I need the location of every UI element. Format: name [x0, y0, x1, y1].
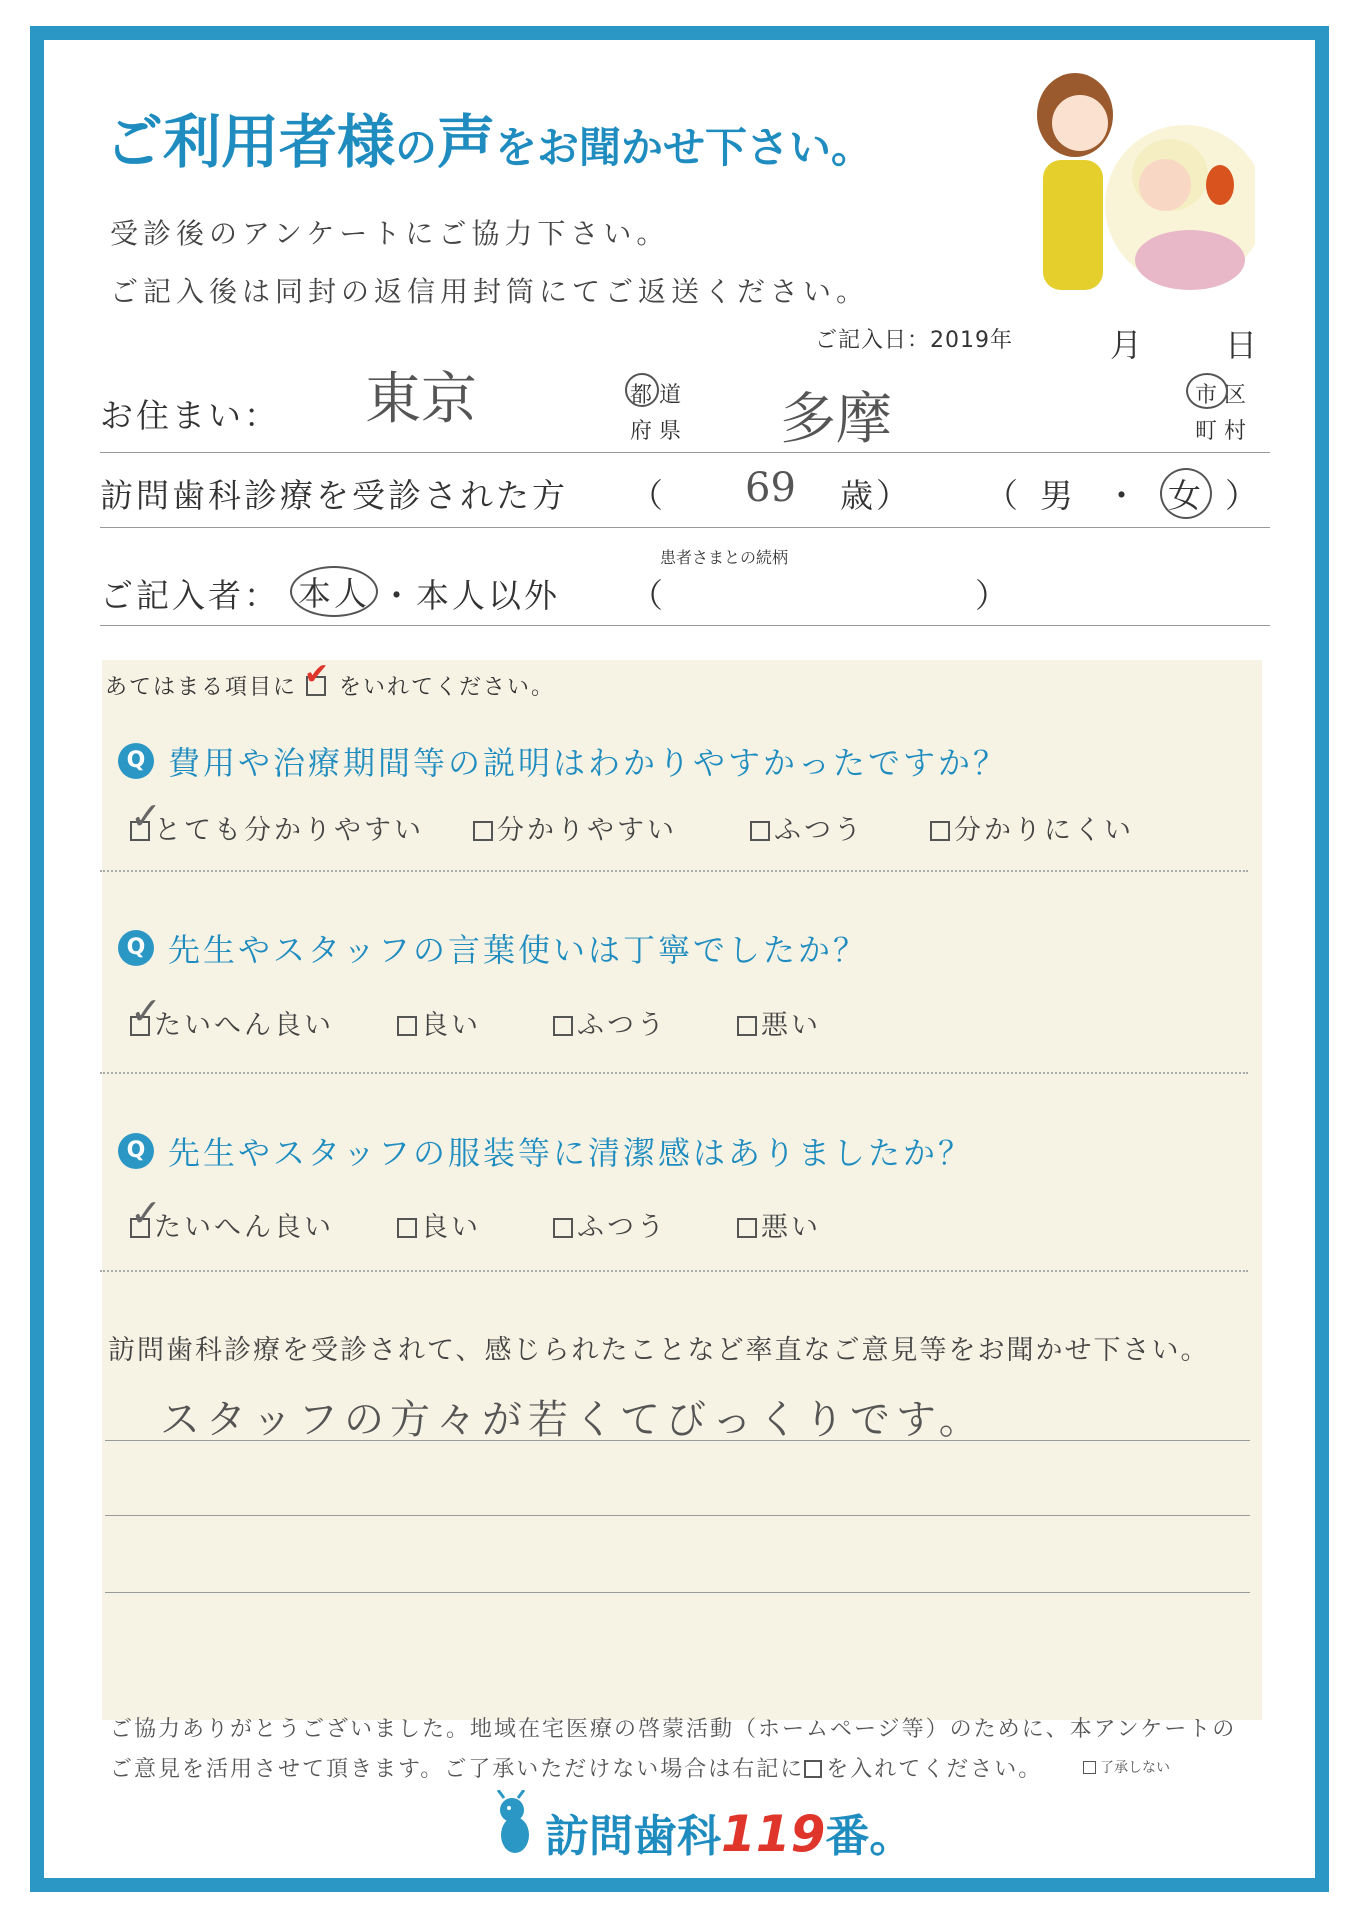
checkmark-icon: ✔ [304, 657, 332, 692]
q1-divider [100, 870, 1248, 872]
writer-self-circled: 本人 [290, 566, 378, 617]
q3-option-1[interactable]: ✓ たいへん良い [130, 1191, 334, 1243]
patient-rule [100, 527, 1270, 528]
q2-option-4[interactable]: 悪い [737, 1003, 821, 1042]
question-1-text: 費用や治療期間等の説明はわかりやすかったですか？ [168, 744, 1009, 782]
writer-label: ご記入者： [100, 576, 280, 615]
gender-close: ） [1225, 476, 1261, 515]
opinion-line-2 [105, 1515, 1250, 1516]
opinion-answer[interactable]: スタッフの方々が若くてびっくりです。 [160, 1397, 985, 1443]
question-2 [118, 925, 868, 971]
q1-option-4[interactable]: 分かりにくい [930, 808, 1134, 847]
q1-option-2[interactable]: 分かりやすい [473, 808, 677, 847]
footer-line-2 [110, 1752, 1042, 1783]
q3-option-4[interactable]: 悪い [737, 1205, 821, 1244]
city-suffix-top: 市 区 [1195, 383, 1246, 408]
checkbox-icon[interactable] [130, 1191, 165, 1238]
date-day: 日 [1225, 326, 1258, 364]
decline-option[interactable]: 了承しない [1083, 1757, 1170, 1777]
opinion-prompt: 訪問歯科診療を受診されて、感じられたことなど率直なご意見等をお聞かせ下さい。 [108, 1335, 1210, 1366]
gender-female[interactable] [1160, 468, 1212, 519]
footer-line-2-before: ご意見を活用させて頂きます。ご了承いただけない場合は右記に [110, 1757, 805, 1782]
checkbox-icon[interactable] [737, 1218, 757, 1238]
city-circle-mark [1186, 373, 1228, 409]
relation-note: 患者さまとの続柄 [660, 548, 789, 567]
gender-female-circled: 女 [1160, 468, 1212, 519]
prefecture-suffix-top: 都 道 [630, 383, 681, 408]
checkbox-icon [804, 1760, 822, 1778]
footer-line-1: ご協力ありがとうございました。地域在宅医療の啓蒙活動（ホームページ等）のために、本アンケートの [110, 1717, 1237, 1742]
age-value[interactable]: 69 [745, 465, 796, 511]
checkmark-icon: ✓ [130, 794, 165, 838]
footer-line-2-after: を入れてください。 [826, 1757, 1043, 1782]
checkbox-icon[interactable] [1083, 1761, 1096, 1774]
writer-rule [100, 625, 1270, 626]
opinion-line-1 [105, 1440, 1250, 1441]
checkbox-icon[interactable] [397, 1016, 417, 1036]
q1-option-1[interactable]: ✓ とても分かりやすい [130, 794, 424, 846]
age-open: （ [630, 476, 666, 515]
q1-option-3[interactable]: ふつう [750, 808, 864, 847]
deer-mascot-icon [490, 1790, 540, 1860]
checkbox-icon[interactable] [930, 821, 950, 841]
prefecture-value[interactable]: 東京 [365, 367, 477, 432]
checkbox-icon[interactable] [553, 1218, 573, 1238]
q2-option-3[interactable]: ふつう [553, 1003, 667, 1042]
age-suffix: 歳） [840, 476, 912, 515]
q3-option-3[interactable]: ふつう [553, 1205, 667, 1244]
patient-label: 訪問歯科診療を受診された方 [100, 476, 568, 515]
gender-male[interactable]: 男 [1040, 476, 1076, 515]
date-month: 月 [1110, 326, 1143, 364]
checkbox-icon[interactable] [737, 1016, 757, 1036]
instruction [105, 657, 556, 701]
q3-divider [100, 1270, 1248, 1272]
checkmark-icon: ✓ [130, 989, 165, 1033]
relation-close: ） [975, 576, 1011, 615]
brand-logo: 訪問歯科119番。 [545, 1805, 914, 1863]
question-3-text: 先生やスタッフの服装等に清潔感はありましたか？ [168, 1134, 974, 1172]
address-label: お住まい： [100, 396, 280, 435]
q-badge-icon: Q [118, 743, 154, 779]
q2-option-1[interactable]: ✓ たいへん良い [130, 989, 334, 1041]
q2-option-2[interactable]: 良い [397, 1003, 481, 1042]
instruction-after: をいれてください。 [339, 675, 556, 700]
city-value[interactable]: 多摩 [780, 387, 892, 452]
page-title: ご利用者様の声をお聞かせ下さい。 [105, 108, 874, 176]
checkbox-icon[interactable] [473, 821, 493, 841]
date-label: ご記入日：2019年 [815, 328, 1013, 353]
subtitle-1: 受診後のアンケートにご協力下さい。 [110, 217, 670, 250]
checkbox-icon[interactable] [130, 794, 165, 841]
city-suffix-bottom: 町 村 [1195, 419, 1246, 444]
gender-open: （ [985, 476, 1021, 515]
q-badge-icon: Q [118, 1133, 154, 1169]
prefecture-suffix-bottom: 府 県 [630, 419, 681, 444]
illustration-caregiver-icon [1015, 55, 1255, 295]
checkbox-icon[interactable] [553, 1016, 573, 1036]
checkbox-icon[interactable] [397, 1218, 417, 1238]
checkbox-icon [304, 657, 332, 696]
q2-divider [100, 1072, 1248, 1074]
question-3 [118, 1128, 973, 1174]
address-rule [100, 452, 1270, 453]
subtitle-2: ご記入後は同封の返信用封筒にてご返送ください。 [110, 275, 870, 308]
gender-dot: ・ [1105, 476, 1141, 515]
checkbox-icon[interactable] [130, 989, 165, 1036]
checkmark-icon: ✓ [130, 1191, 165, 1235]
q-badge-icon: Q [118, 930, 154, 966]
instruction-before: あてはまる項目に [105, 675, 298, 700]
relation-open: （ [630, 576, 666, 615]
prefecture-circle-mark [625, 373, 659, 407]
writer-self[interactable] [290, 566, 378, 617]
writer-other[interactable]: ・本人以外 [380, 576, 560, 615]
opinion-line-3 [105, 1592, 1250, 1593]
q3-option-2[interactable]: 良い [397, 1205, 481, 1244]
question-1 [118, 738, 1008, 784]
question-2-text: 先生やスタッフの言葉使いは丁寧でしたか？ [168, 931, 869, 969]
checkbox-icon[interactable] [750, 821, 770, 841]
